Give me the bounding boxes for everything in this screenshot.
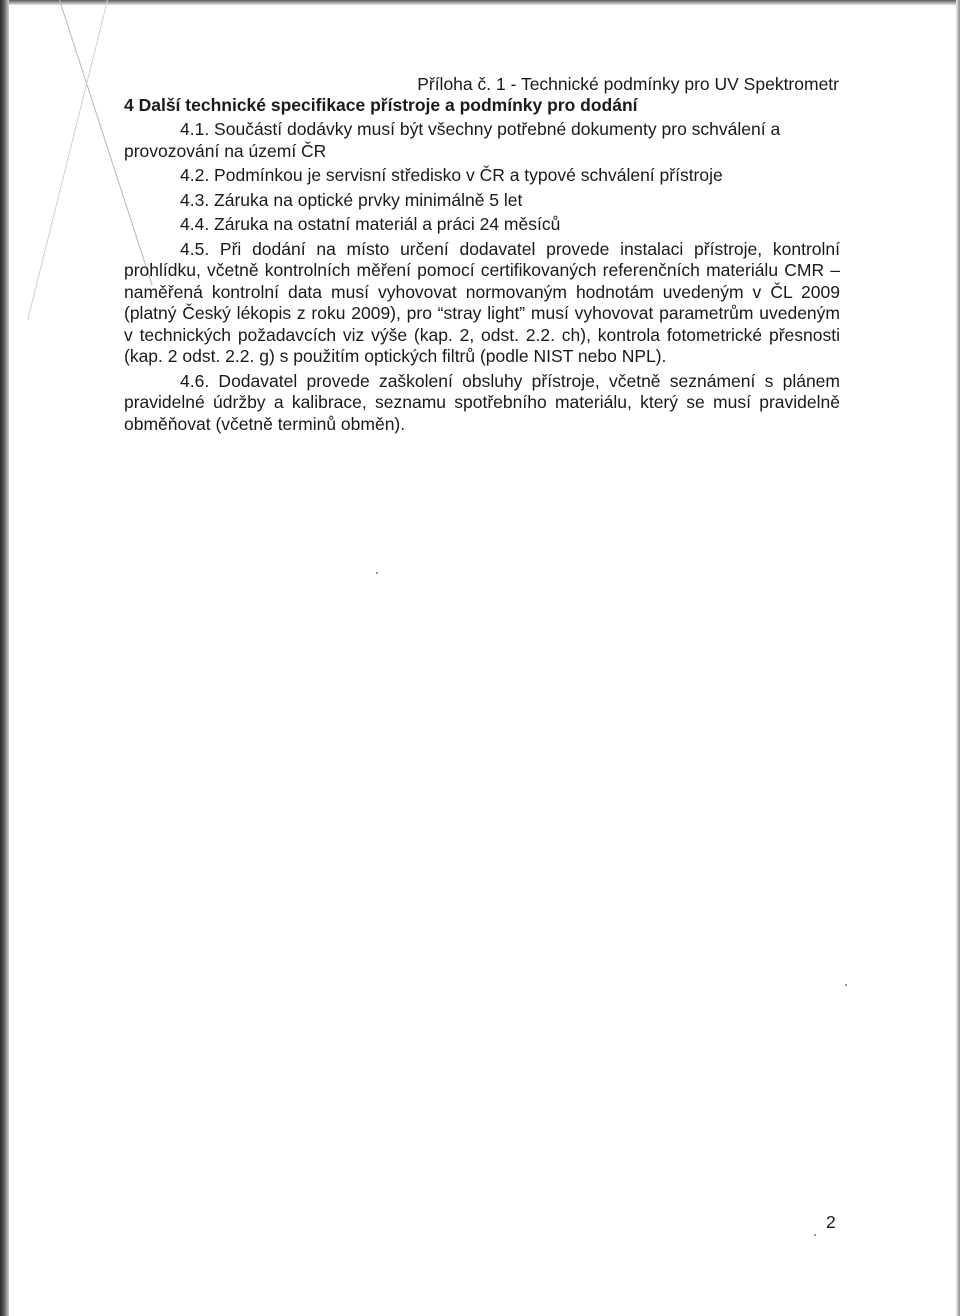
section-content <box>124 94 840 438</box>
scan-top-edge <box>0 0 960 5</box>
list-item: 4.4. Záruka na ostatní materiál a práci 24 měsíců <box>180 214 561 234</box>
section-heading: 4 Další technické specifikace přístroje a podmínky pro dodání <box>124 95 638 115</box>
scan-speck <box>845 984 847 986</box>
scan-speck <box>814 1234 816 1236</box>
list-item: 4.6. Dodavatel provede zaškolení obsluhy přístroje, včetně seznámení s plánem pravidelné údržby a kalibrace, seznamu spotřebního materiálu, který se musí pravidelně obměňovat (včetně terminů obměn). <box>124 370 840 434</box>
page-number: 2 <box>826 1212 836 1232</box>
scan-speck <box>376 572 378 574</box>
annex-title: Příloha č. 1 - Technické podmínky pro UV Spektrometr <box>417 74 839 94</box>
scan-right-edge <box>956 0 960 1316</box>
list-item: 4.5. Při dodání na místo určení dodavatel provede instalaci přístroje, kontrolní prohlídku, včetně kontrolních měření pomocí certifikovaných referenčních materiálu CMR – naměřená kontrolní data musí vyhovovat normovaným hodnotám uvedeným v ČL 2009 (platný Český lékopis z roku 2009), pro “stray light” musí vyhovovat parametrům uvedeným v technických požadavcích viz výše (kap. 2, odst. 2.2. ch), kontrola fotometrické přesnosti (kap. 2 odst. 2.2. g) s použitím optických filtrů (podle NIST nebo NPL). <box>124 238 840 366</box>
list-item: 4.3. Záruka na optické prvky minimálně 5 let <box>180 189 523 210</box>
scan-fold-line-2 <box>27 0 108 320</box>
scan-left-edge <box>0 0 9 1316</box>
list-item: 4.1. Součástí dodávky musí být všechny potřebné dokumenty pro schválení a provozování na území ČR <box>124 119 781 161</box>
list-item: 4.2. Podmínkou je servisní středisko v ČR a typové schválení přístroje <box>180 165 723 185</box>
